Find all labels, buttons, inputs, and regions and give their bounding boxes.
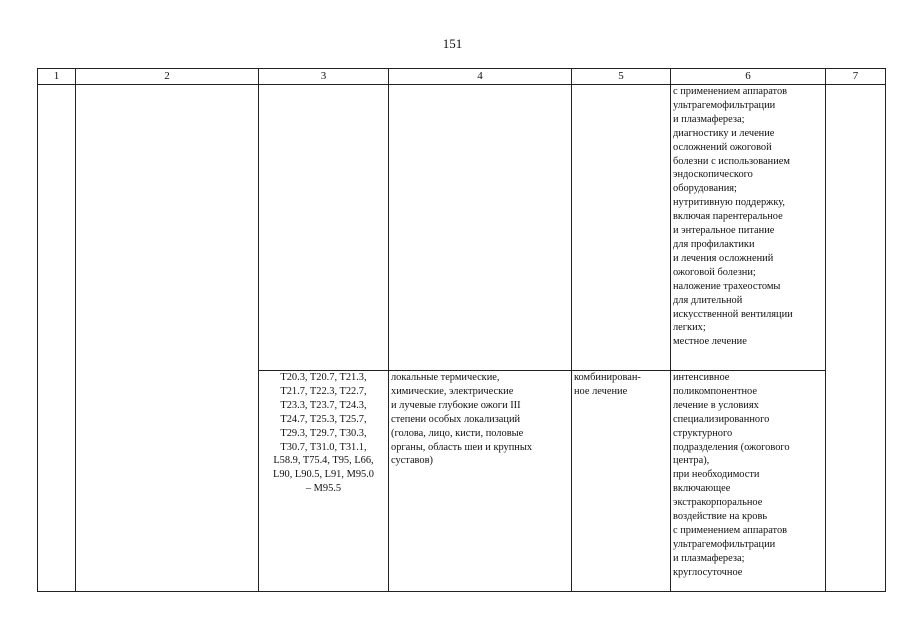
text-line: поликомпонентное (673, 385, 757, 397)
cell-treatment-type (572, 371, 671, 592)
text-line: ожоговой болезни; (673, 266, 756, 278)
text-line: включая парентеральное (673, 211, 783, 223)
text-line: T29.3, T29.7, T30.3, (280, 427, 367, 439)
text-line: структурного (673, 427, 733, 439)
text-line: искусственной вентиляции (673, 308, 793, 320)
column-header: 2 (76, 69, 259, 85)
text-line: нутритивную поддержку, (673, 197, 785, 209)
text-line: и энтеральное питание (673, 225, 775, 237)
text-line: локальные термические, (391, 372, 500, 383)
cell-norm (826, 85, 886, 592)
text-line: и плазмафереза; (673, 113, 745, 125)
text-line: легких; (673, 322, 706, 334)
treatment-table (37, 68, 886, 592)
text-line: T21.7, T22.3, T22.7, (280, 385, 367, 397)
column-header: 1 (38, 69, 76, 85)
text-line: болезни с использованием (673, 155, 790, 167)
text-line: T23.3, T23.7, T24.3, (280, 399, 367, 411)
patient-model-text (391, 371, 569, 468)
treatment-method-text (673, 371, 823, 580)
text-line: включающее (673, 483, 731, 495)
text-line: L90, L90.5, L91, M95.0 (272, 469, 374, 481)
text-line: при необходимости (673, 469, 760, 481)
text-line: интенсивное (673, 372, 730, 383)
text-line: для длительной (673, 294, 743, 306)
column-header: 7 (826, 69, 886, 85)
text-line: и лечения осложнений (673, 252, 774, 264)
text-line: эндоскопического (673, 169, 753, 181)
text-line: круглосуточное (673, 566, 743, 578)
cell-codes (259, 371, 389, 592)
text-line: и плазмафереза; (673, 552, 745, 564)
page-number: 151 (442, 36, 463, 51)
column-header: 5 (572, 69, 671, 85)
text-line: с применением аппаратов (673, 86, 788, 97)
text-line: диагностику и лечение (673, 127, 775, 139)
text-line: L58.9, T75.4, T95, L66, (273, 455, 374, 467)
column-header: 4 (389, 69, 572, 85)
cell-treatment-method (671, 371, 826, 592)
text-line: (голова, лицо, кисти, половые (391, 427, 524, 439)
text-line: суставов) (391, 455, 433, 467)
text-line: центра), (673, 455, 710, 467)
text-line: ультрагемофильтрации (673, 99, 776, 111)
text-line: воздействие на кровь (673, 511, 768, 523)
table-row (38, 85, 886, 371)
cell-model (389, 371, 572, 592)
text-line: экстракорпоральное (673, 497, 763, 509)
text-line: T30.7, T31.0, T31.1, (280, 441, 367, 453)
text-line: органы, область шеи и крупных (391, 441, 533, 453)
text-line: степени особых локализаций (391, 413, 521, 425)
text-line: наложение трахеостомы (673, 280, 781, 292)
text-line: местное лечение (673, 336, 747, 348)
treatment-type-text (574, 371, 668, 399)
cell-treatment-type (572, 85, 671, 371)
column-header: 3 (259, 69, 389, 85)
diagnosis-codes-text (261, 371, 386, 496)
text-line: химические, электрические (391, 385, 514, 397)
text-line: T24.7, T25.3, T25.7, (280, 413, 367, 425)
text-line: лечение в условиях (673, 399, 759, 411)
text-line: специализированного (673, 413, 770, 425)
text-line: ное лечение (574, 385, 628, 397)
cell-model (389, 85, 572, 371)
cell-codes (259, 85, 389, 371)
text-line: с применением аппаратов (673, 524, 788, 536)
column-header: 6 (671, 69, 826, 85)
text-line: и лучевые глубокие ожоги III (391, 399, 521, 411)
text-line: комбинирован- (574, 372, 641, 383)
text-line: ультрагемофильтрации (673, 538, 776, 550)
text-line: оборудования; (673, 183, 737, 195)
text-line: осложнений ожоговой (673, 141, 772, 153)
header-row (38, 69, 886, 85)
text-line: для профилактики (673, 238, 755, 250)
text-line: T20.3, T20.7, T21.3, (280, 372, 367, 383)
treatment-method-text (673, 85, 823, 349)
text-line: подразделения (ожогового (673, 441, 790, 453)
cell-profile (76, 85, 259, 592)
cell-number (38, 85, 76, 592)
cell-treatment-method (671, 85, 826, 371)
text-line: – M95.5 (305, 483, 342, 495)
